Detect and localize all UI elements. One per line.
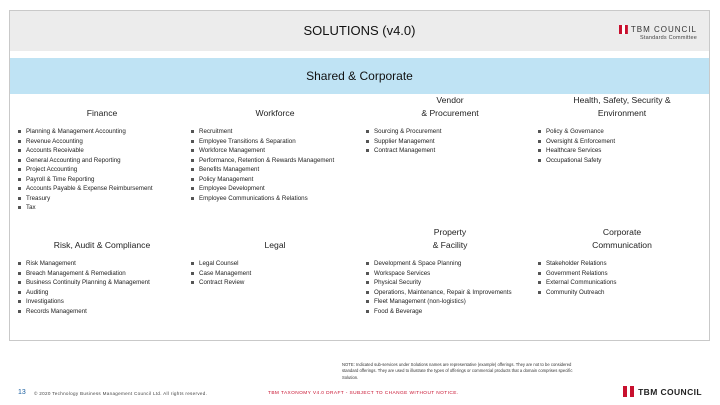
item-list	[538, 259, 706, 297]
list-item: Employee Communications & Relations	[191, 194, 359, 204]
slide-frame	[9, 10, 710, 341]
tbm-logo	[619, 25, 697, 41]
section-band	[10, 58, 709, 94]
list-item: General Accounting and Reporting	[18, 156, 186, 166]
column-corporate-communication	[538, 225, 706, 297]
list-item: Revenue Accounting	[18, 137, 186, 147]
column-heading: Workforce	[255, 107, 295, 118]
list-item: Breach Management & Remediation	[18, 269, 186, 279]
draft-notice: TBM TAXONOMY V4.0 DRAFT - SUBJECT TO CHANGE WITHOUT NOTICE.	[268, 391, 459, 396]
list-item: Sourcing & Procurement	[366, 127, 534, 137]
list-item: Benefits Management	[191, 165, 359, 175]
list-item: Planning & Management Accounting	[18, 127, 186, 137]
logo-main-text: TBM COUNCIL	[630, 25, 697, 34]
footer	[0, 384, 720, 405]
item-list	[538, 127, 706, 165]
list-item: Policy Management	[191, 175, 359, 185]
column-legal	[191, 225, 359, 288]
column-heading: Legal	[264, 239, 286, 250]
section-band-label: Shared & Corporate	[306, 69, 413, 83]
list-item: Business Continuity Planning & Management	[18, 278, 186, 288]
logo-sub-text: Standards Committee	[640, 35, 697, 41]
list-item: Food & Beverage	[366, 307, 534, 317]
item-list	[366, 259, 534, 316]
tbm-logo-icon	[623, 386, 634, 397]
item-list	[18, 259, 186, 316]
list-item: Performance, Retention & Rewards Management	[191, 156, 359, 166]
column-heading: Risk, Audit & Compliance	[53, 239, 151, 250]
list-item: Accounts Receivable	[18, 146, 186, 156]
list-item: Investigations	[18, 297, 186, 307]
list-item: Treasury	[18, 194, 186, 204]
list-item: Community Outreach	[538, 288, 706, 298]
list-item: Workforce Management	[191, 146, 359, 156]
footnote: NOTE: Indicated sub-services under Solutions names are representative (example) offerings. They are not to be considered standard offerings. They are used to illustrate the types of offerings or commercial products that a domain comprises specific Solution.	[342, 362, 573, 380]
title-bar	[10, 11, 709, 51]
list-item: Risk Management	[18, 259, 186, 269]
column-heading: Property & Facility	[432, 227, 468, 250]
list-item: Healthcare Services	[538, 146, 706, 156]
footer-logo-text: TBM COUNCIL	[638, 386, 702, 397]
list-item: Accounts Payable & Expense Reimbursement	[18, 184, 186, 194]
column-heading: Vendor & Procurement	[421, 95, 479, 118]
column-heading: Finance	[86, 107, 118, 118]
tbm-logo-icon	[619, 25, 628, 34]
item-list	[191, 127, 359, 203]
list-item: Contract Review	[191, 278, 359, 288]
column-risk-audit-compliance	[18, 225, 186, 316]
list-item: Contract Management	[366, 146, 534, 156]
list-item: External Communications	[538, 278, 706, 288]
list-item: Fleet Management (non-logistics)	[366, 297, 534, 307]
list-item: Physical Security	[366, 278, 534, 288]
list-item: Project Accounting	[18, 165, 186, 175]
list-item: Workspace Services	[366, 269, 534, 279]
copyright-text: © 2020 Technology Business Management Council Ltd. All rights reserved.	[34, 391, 208, 396]
page-title: SOLUTIONS (v4.0)	[303, 23, 416, 38]
column-finance	[18, 93, 186, 213]
list-item: Operations, Maintenance, Repair & Improvements	[366, 288, 534, 298]
list-item: Employee Development	[191, 184, 359, 194]
item-list	[366, 127, 534, 156]
footer-logo	[623, 386, 702, 397]
item-list	[191, 259, 359, 288]
list-item: Occupational Safety	[538, 156, 706, 166]
list-item: Development & Space Planning	[366, 259, 534, 269]
column-heading: Corporate Communication	[592, 227, 652, 250]
list-item: Recruitment	[191, 127, 359, 137]
list-item: Stakeholder Relations	[538, 259, 706, 269]
column-property-facility	[366, 225, 534, 316]
column-vendor-procurement	[366, 93, 534, 156]
column-workforce	[191, 93, 359, 203]
list-item: Government Relations	[538, 269, 706, 279]
column-hsse	[538, 93, 706, 165]
list-item: Legal Counsel	[191, 259, 359, 269]
page-number: 13	[18, 389, 26, 396]
list-item: Tax	[18, 203, 186, 213]
list-item: Auditing	[18, 288, 186, 298]
list-item: Employee Transitions & Separation	[191, 137, 359, 147]
list-item: Payroll & Time Reporting	[18, 175, 186, 185]
column-heading: Health, Safety, Security & Environment	[573, 95, 671, 118]
list-item: Policy & Governance	[538, 127, 706, 137]
list-item: Records Management	[18, 307, 186, 317]
list-item: Supplier Management	[366, 137, 534, 147]
list-item: Case Management	[191, 269, 359, 279]
item-list	[18, 127, 186, 213]
list-item: Oversight & Enforcement	[538, 137, 706, 147]
